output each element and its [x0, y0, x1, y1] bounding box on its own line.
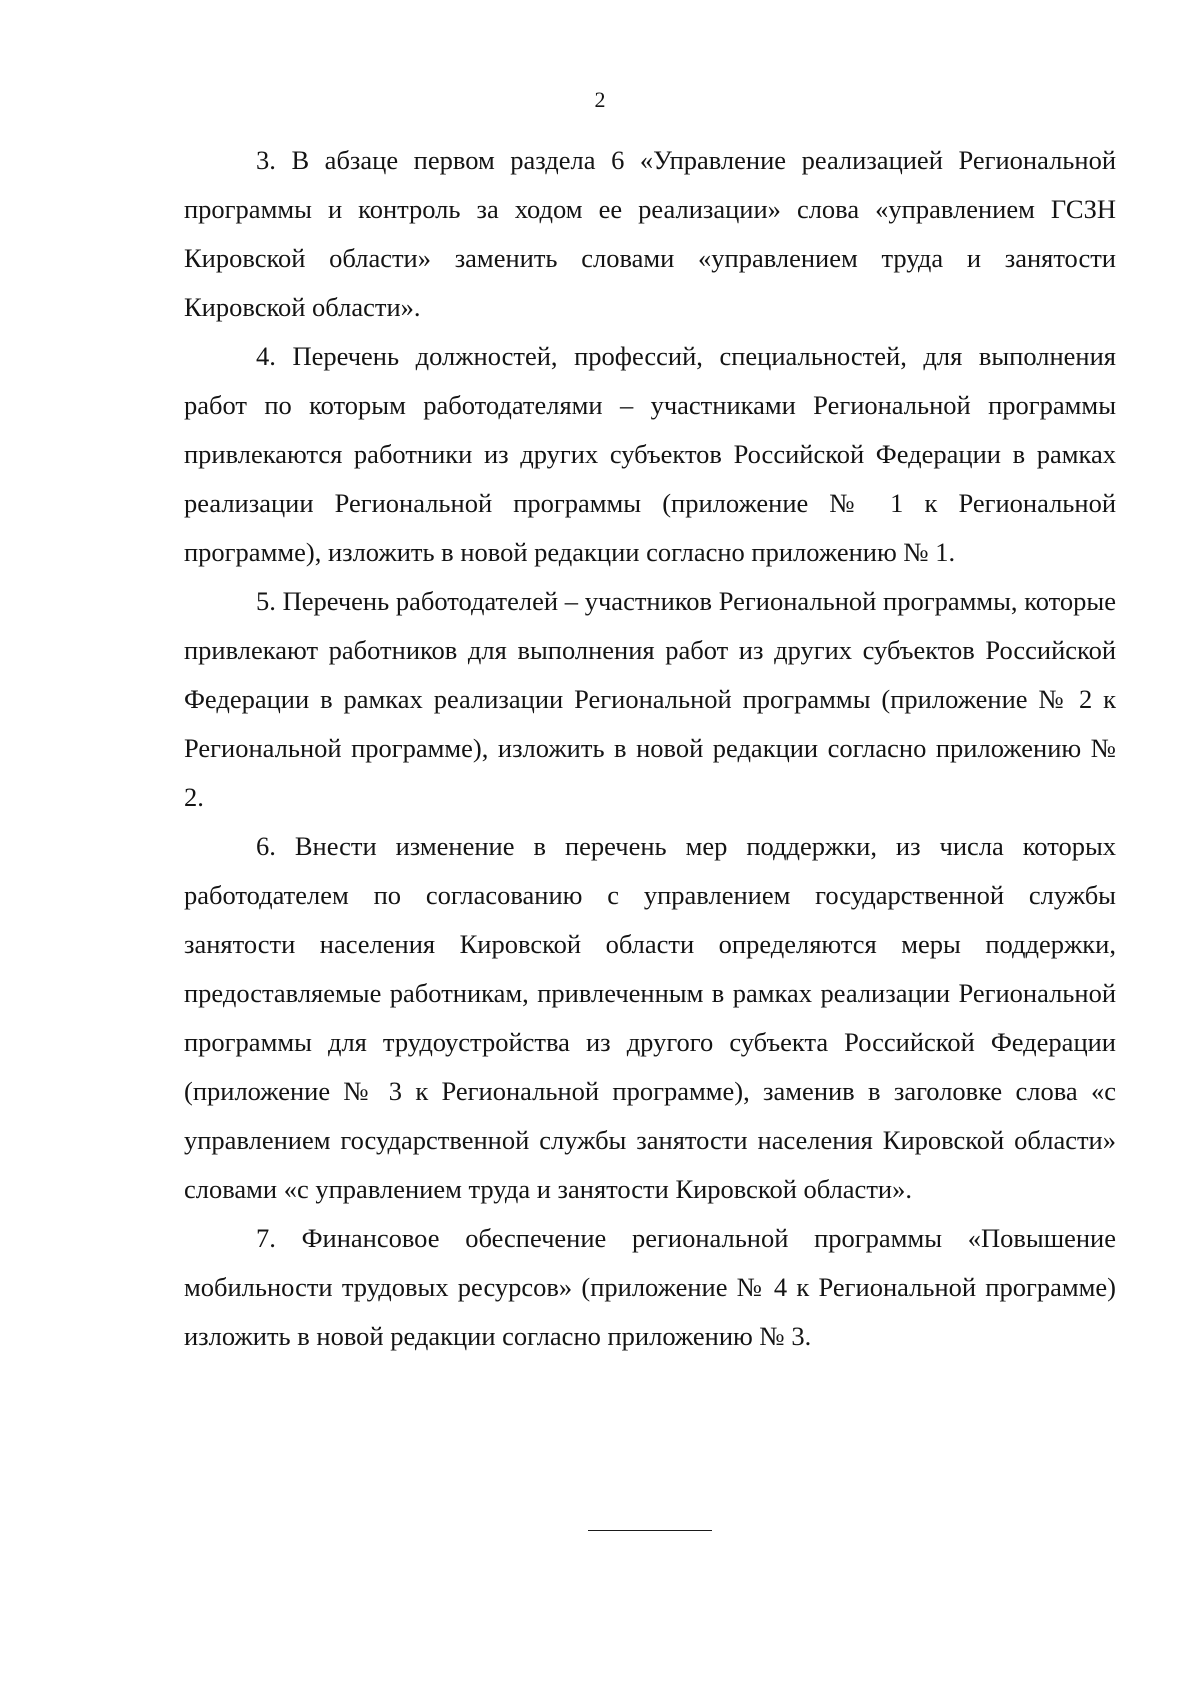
paragraph-item-7: 7. Финансовое обеспечение региональной программы «Повышение мобильности трудовых ресурсов» (приложение № 4 к Региональной программе) изложить в новой редакции согласно приложению № 3.	[184, 1223, 1116, 1351]
page-number: 2	[594, 87, 606, 112]
paragraph-item-3: 3. В абзаце первом раздела 6 «Управление реализацией Региональной программы и контроль за ходом ее реализации» слова «управлением ГСЗН Кировской области» заменить словами «управлением труда и занятости Кировской области».	[184, 145, 1116, 322]
document-body	[184, 136, 1116, 1361]
paragraph-item-6: 6. Внести изменение в перечень мер поддержки, из числа которых работодателем по согласованию с управлением государственной службы занятости населения Кировской области определяются меры поддержки, предоставляемые работникам, привлеченным в рамках реализации Региональной программы для трудоустройства из другого субъекта Российской Федерации (приложение № 3 к Региональной программе), заменив в заголовке слова «с управлением государственной службы занятости населения Кировской области» словами «с управлением труда и занятости Кировской области».	[184, 831, 1116, 1204]
end-of-text-divider	[588, 1530, 712, 1531]
paragraph-item-5: 5. Перечень работодателей – участников Региональной программы, которые привлекают работников для выполнения работ из других субъектов Российской Федерации в рамках реализации Региональной программы (приложение № 2 к Региональной программе), изложить в новой редакции согласно приложению № 2.	[184, 586, 1116, 812]
paragraph-item-4: 4. Перечень должностей, профессий, специальностей, для выполнения работ по которым работодателями – участниками Региональной программы привлекаются работники из других субъектов Российской Федерации в рамках реализации Региональной программы (приложение № 1 к Региональной программе), изложить в новой редакции согласно приложению № 1.	[184, 341, 1116, 567]
